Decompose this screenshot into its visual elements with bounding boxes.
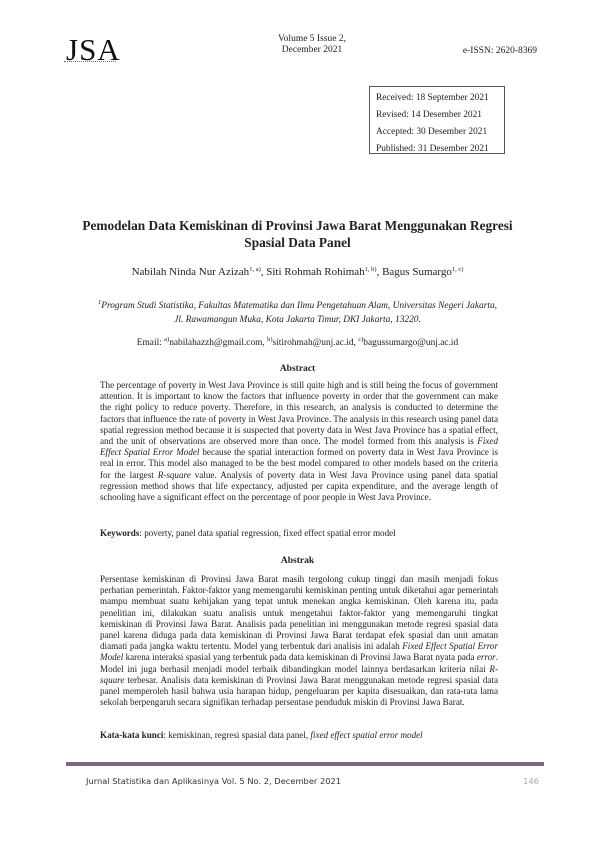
- email-link[interactable]: bagussumargo@unj.ac.id: [363, 338, 459, 348]
- email-link[interactable]: nabilahazzh@gmail.com,: [169, 338, 268, 348]
- author-superscript: 1, b): [364, 266, 377, 273]
- kata-kunci-italic: fixed effect spatial error model: [310, 730, 423, 740]
- accepted-date: Accepted: 30 Desember 2021: [376, 127, 488, 137]
- page-number: 146: [523, 776, 539, 786]
- abstract-paragraph: The percentage of poverty in West Java Province is still quite high and is still being the focus of government attention. It is important to know the factors that influence poverty in order that the government can make the right policy to reduce poverty. Therefore, in this research, an analysis is conducted to determine the factors that influence the rate of poverty in West Java Province. The analysis in this research using panel data spatial regression method because it is suspected that poverty data in West Java Province has a spatial effect, and the unit of observations are observed more than once. The model formed from this analysis is Fixed Effect Spatial Error Model because the spatial interaction formed on poverty data in West Java Province is real in error. This model also managed to be the best model compared to other models based on the criteria for the largest R-square value. Analysis of poverty data in West Java Province using panel data spatial regression method shows that life expectancy, adjusted per capita expenditure, and the average length of schooling have a significant effect on the percentage of poor people in West Java Province.: [100, 380, 498, 503]
- keywords: [100, 528, 510, 538]
- paper-title: [60, 217, 535, 251]
- author-superscript: 1, c): [451, 266, 464, 273]
- author-name: , Bagus Sumargo: [376, 266, 452, 278]
- title-line: Spasial Data Panel: [244, 235, 351, 250]
- article-dates-box: [369, 86, 505, 154]
- logo-underline: [64, 61, 116, 64]
- keywords-label: Keywords: [100, 528, 140, 538]
- footer-divider: [66, 762, 544, 766]
- author-name: , Siti Rohmah Rohimah: [260, 266, 365, 278]
- affiliation-superscript: 1: [97, 299, 102, 306]
- email-label: Email:: [136, 338, 165, 348]
- issue-date: December 2021: [281, 45, 343, 55]
- email-link[interactable]: sitirohmah@unj.ac.id,: [272, 338, 359, 348]
- journal-logo: JSA: [66, 32, 121, 67]
- author-list: [60, 266, 535, 278]
- affiliation-line: Jl. Rawamangun Muka, Kota Jakarta Timur, DKI Jakarta, 13220.: [174, 315, 421, 325]
- published-date: Published: 31 Desember 2021: [376, 144, 489, 154]
- kata-kunci: [100, 730, 510, 740]
- author-name: Nabilah Ninda Nur Azizah: [131, 266, 250, 278]
- received-date: Received: 18 September 2021: [376, 93, 489, 103]
- title-line: Pemodelan Data Kemiskinan di Provinsi Jawa Barat Menggunakan Regresi: [82, 218, 513, 233]
- affiliation-line: $^1$Program Studi Statistika, Fakultas Matematika dan Ilmu Pengetahuan Alam, Universitas Negeri Jakarta,: [97, 299, 498, 311]
- author-superscript: 1, a): [249, 266, 261, 273]
- revised-date: Revised: 14 Desember 2021: [376, 110, 482, 120]
- kata-kunci-text: : kemiskinan, regresi spasial data panel,: [163, 730, 311, 740]
- footer-journal: Jurnal Statistika dan Aplikasinya Vol. 5 No. 2, December 2021: [86, 776, 342, 786]
- abstrak-heading: Abstrak: [280, 556, 315, 566]
- abstract-heading: Abstract: [279, 364, 316, 374]
- kata-kunci-label: Kata-kata kunci: [100, 730, 164, 740]
- volume-line: Volume 5 Issue 2,: [278, 34, 346, 44]
- email-line: Email: $^{a)}$nabilahazzh@gmail.com, $^{b)}$sitirohmah@unj.ac.id, $^{c)}$bagussumargo@unj.ac.id: [136, 336, 459, 348]
- affiliation: [60, 296, 535, 327]
- abstrak-paragraph: Persentase kemiskinan di Provinsi Jawa Barat masih tergolong cukup tinggi dan masih menjadi fokus perhatian pemerintah. Faktor-faktor yang memengaruhi kemiskinan penting untuk diketahui agar pemerintah mampu membuat suatu kebijakan yang tepat untuk menekan angka kemiskinan. Oleh karena itu, pada penelitian ini, dilakukan suatu analisis untuk mengetahui faktor-faktor yang memengaruhi tingkat kemiskinan di Provinsi Jawa Barat. Analisis pada penelitian ini menggunakan metode regresi spasial data panel karena diduga pada data kemiskinan di Provinsi Jawa Barat terdapat efek spasial dan unit amatan diamati pada jangka waktu tertentu. Model yang terbentuk dari analisis ini adalah Fixed Effect Spatial Error Model karena interaksi spasial yang terbentuk pada data kemiskinan di Provinsi Jawa Barat nyata pada error. Model ini juga berhasil menjadi model terbaik dibandingkan model lainnya berdasarkan kriteria nilai R-square terbesar. Analisis data kemiskinan di Provinsi Jawa Barat menggunakan metode regresi spasial data panel memperoleh hasil bahwa usia harapan hidup, pengeluaran per kapita disesuaikan, dan rata-rata lama sekolah berpengaruh secara signifikan terhadap persentase penduduk miskin di Provinsi Jawa Barat.: [100, 574, 498, 708]
- issn: e-ISSN: 2620-8369: [462, 46, 537, 56]
- keywords-text: : poverty, panel data spatial regression, fixed effect spatial error model: [139, 528, 396, 538]
- volume-info: [265, 34, 359, 56]
